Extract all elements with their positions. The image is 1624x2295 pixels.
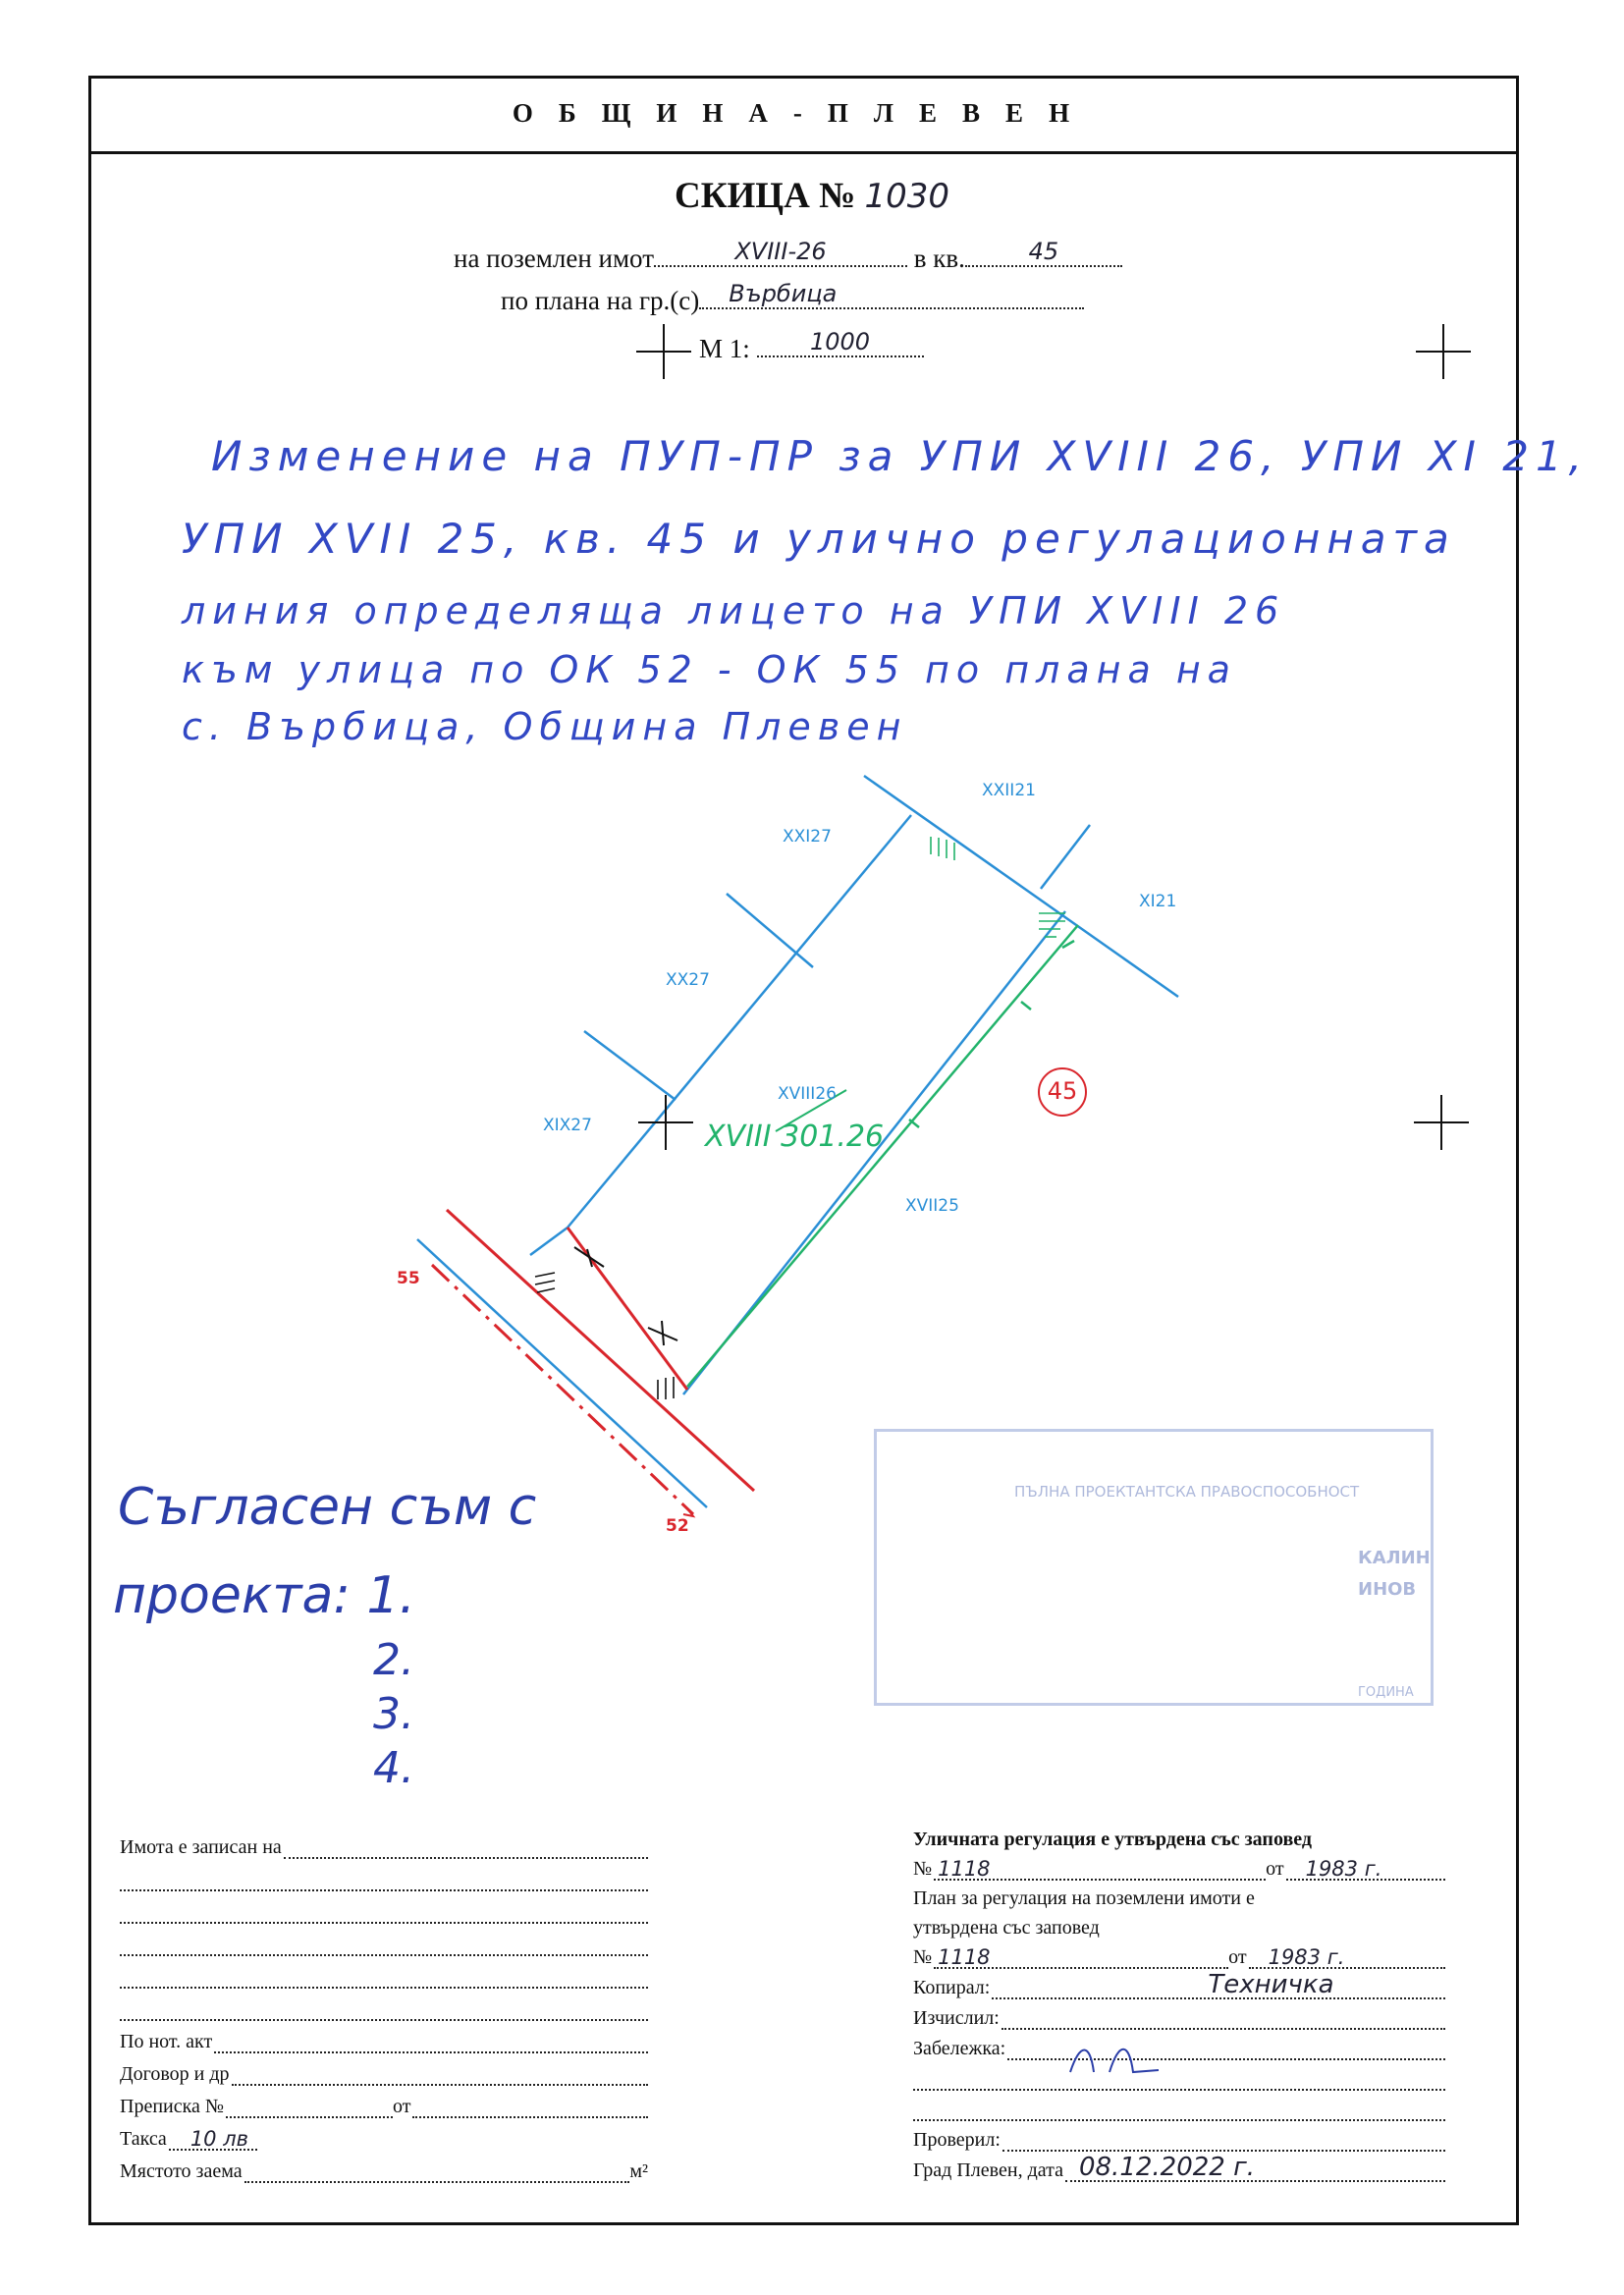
boundary-xix27	[584, 1031, 676, 1100]
correspondence-from: от	[392, 2096, 411, 2117]
street-order-year: 1983 г.	[1305, 1857, 1382, 1881]
street-line-blue	[417, 1239, 707, 1507]
copied-label: Копирал:	[913, 1977, 991, 1998]
street-regulation-front	[568, 1228, 687, 1390]
street-order-no-label: №	[913, 1858, 933, 1880]
label-xvii25: XVII25	[905, 1196, 959, 1216]
city-date-label: Град Плевен, дата	[913, 2159, 1063, 2181]
street-regulation-line	[447, 1210, 754, 1491]
consent-line-2: проекта: 1.	[113, 1566, 416, 1625]
label-ok52: 52	[666, 1516, 689, 1536]
description-line-5: с. Върбица, Община Плевен	[182, 705, 908, 748]
registered-label: Имота е записан на	[120, 1836, 282, 1858]
notary-label: По нот. акт	[120, 2031, 213, 2052]
property-label: на поземлен имот	[454, 244, 655, 273]
label-xviii-new: XVIII 301.26	[705, 1120, 885, 1154]
tick-4	[662, 1321, 664, 1345]
consent-item-3: 3.	[373, 1689, 414, 1739]
boundary-xx27	[727, 894, 813, 967]
label-block-45: 45	[1047, 1077, 1078, 1105]
street-reg-label: Уличната регулация е утвърдена със заповед	[913, 1829, 1312, 1850]
grid-cross-mid-right	[1414, 1095, 1469, 1150]
calculated-label: Изчислил:	[913, 2007, 1000, 2029]
contract-label: Договор и др	[120, 2063, 230, 2085]
description-line-4: към улица по ОК 52 - ОК 55 по плана на	[182, 648, 1237, 691]
new-regulation	[687, 925, 1078, 1387]
right-form	[913, 1825, 1445, 2182]
plan-label: по плана на гр.(с)	[501, 286, 700, 315]
plan-value: Върбица	[729, 280, 838, 307]
consent-item-4: 4.	[373, 1743, 414, 1793]
signature-mark	[1060, 2033, 1178, 2082]
grid-cross-mid-left	[638, 1095, 693, 1150]
property-value: XVIII-26	[734, 238, 827, 265]
street-axis	[432, 1265, 693, 1514]
fee-value: 10 лв	[189, 2127, 249, 2151]
plan-reg-label-2: утвърдена със заповед	[913, 1917, 1100, 1939]
stamp-line-4: ГОДИНА	[1358, 1685, 1414, 1700]
consent-item-2: 2.	[373, 1635, 414, 1685]
stamp-line-2: КАЛИН	[1358, 1548, 1431, 1568]
area-label: Мястото заема	[120, 2160, 243, 2182]
boundary-xxii21	[864, 776, 1178, 997]
sketch-title-prefix: СКИЦА №	[674, 176, 856, 216]
fee-label: Такса	[120, 2128, 167, 2150]
correspondence-label: Преписка №	[120, 2096, 224, 2117]
scale-value: 1000	[809, 328, 871, 355]
checked-label: Проверил:	[913, 2129, 1001, 2151]
label-xviii26-old: XVIII26	[778, 1084, 837, 1104]
plan-order-year: 1983 г.	[1268, 1945, 1345, 1969]
new-boundary-line	[687, 925, 1078, 1387]
boundary-xi21	[1041, 825, 1090, 889]
note-label: Забележка:	[913, 2038, 1006, 2059]
municipality-title: ОБЩИНА-ПЛЕВЕН	[512, 98, 1096, 128]
label-ok55: 55	[397, 1269, 420, 1288]
label-xix27: XIX27	[543, 1116, 592, 1135]
label-xx27: XX27	[666, 970, 710, 990]
scale-label: М 1:	[699, 334, 750, 363]
stamp-line-1: ПЪЛНА ПРОЕКТАНТСКА ПРАВОСПОСОБНОСТ	[1014, 1483, 1360, 1501]
plan-order-no-label: №	[913, 1946, 933, 1968]
plan-order-no: 1118	[938, 1945, 991, 1969]
plan-reg-label-1: План за регулация на поземлени имоти е	[913, 1887, 1255, 1909]
block-value: 45	[1028, 238, 1059, 265]
label-xi21: XI21	[1139, 892, 1177, 911]
description-line-2: УПИ XVII 25, кв. 45 и улично регулационната	[182, 515, 1456, 563]
area-unit: м²	[629, 2160, 648, 2182]
consent-line-1: Съгласен съм с	[118, 1478, 537, 1537]
left-form	[120, 1827, 648, 2183]
sketch-number: 1030	[864, 177, 950, 216]
boundary-front-left	[530, 1228, 568, 1255]
copied-value: Техничка	[1208, 1970, 1334, 1999]
street-order-from-label: от	[1266, 1858, 1284, 1880]
description-line-1: Изменение на ПУП-ПР за УПИ XVIII 26, УПИ XI 21,	[211, 432, 1590, 480]
new-tick-2	[1021, 1002, 1031, 1010]
label-xxii21: XXII21	[982, 781, 1036, 800]
label-xxi27: XXI27	[783, 827, 832, 847]
stamp-line-3: ИНОВ	[1358, 1579, 1417, 1600]
plan-order-from-label: от	[1228, 1946, 1247, 1968]
designer-stamp	[874, 1429, 1434, 1706]
date-value: 08.12.2022 г.	[1078, 2153, 1256, 2182]
street-order-no: 1118	[938, 1857, 991, 1881]
block-label: в кв.	[913, 244, 965, 273]
boundary-left-long	[568, 815, 911, 1228]
description-line-3: линия определяща лицето на УПИ XVIII 26	[182, 589, 1286, 632]
